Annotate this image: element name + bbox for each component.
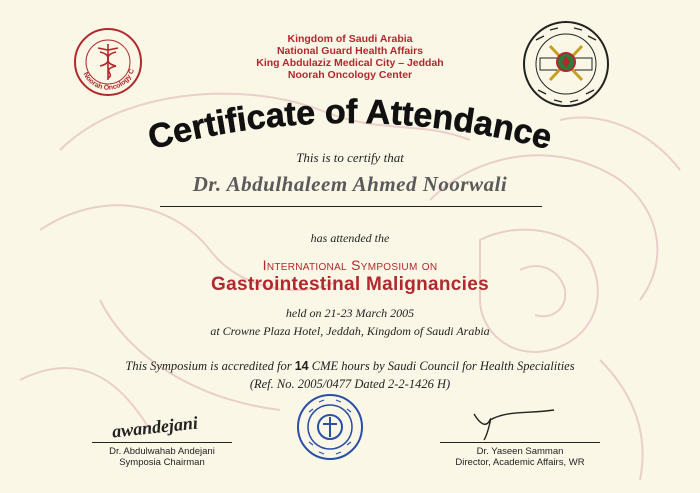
header-line-1: Kingdom of Saudi Arabia <box>287 33 413 45</box>
recipient-name: Dr. Abdulhaleem Ahmed Noorwali <box>192 172 508 196</box>
title-text: Certificate of Attendance <box>144 92 556 158</box>
cme-hours: 14 <box>294 359 309 373</box>
seal-icon <box>295 392 365 462</box>
left-signatory <box>72 446 252 468</box>
certify-line: This is to certify that <box>296 150 404 165</box>
left-signature-line <box>92 442 232 443</box>
header-line-4: Noorah Oncology Center <box>287 69 413 81</box>
header-line-2: National Guard Health Affairs <box>276 45 424 57</box>
institution-header <box>200 33 500 81</box>
accreditation-reference: (Ref. No. 2005/0477 Dated 2-2-1426 H) <box>249 377 451 391</box>
right-signatory-title: Director, Academic Affairs, WR <box>455 457 585 468</box>
symposium-heading: International Symposium on <box>262 257 438 273</box>
accreditation-after: CME hours by Saudi Council for Health Specialities <box>308 359 575 373</box>
event-dates: held on 21-23 March 2005 <box>285 306 415 320</box>
name-underline <box>160 206 542 207</box>
svg-text:Certificate of Attendance <box>144 93 555 157</box>
right-signature-line <box>440 442 600 443</box>
symposium-topic: Gastrointestinal Malignancies <box>211 274 489 295</box>
event-venue: at Crowne Plaza Hotel, Jeddah, Kingdom of Saudi Arabia <box>210 324 490 338</box>
header-line-3: King Abdulaziz Medical City – Jeddah <box>256 57 444 69</box>
left-signature: awandejani <box>111 412 199 442</box>
left-signatory-title: Symposia Chairman <box>119 457 205 468</box>
left-signatory-name: Dr. Abdulwahab Andejani <box>109 446 215 457</box>
right-signatory <box>430 446 610 468</box>
accreditation-line <box>0 359 700 374</box>
noorah-oncology-logo <box>72 26 144 98</box>
right-signatory-name: Dr. Yaseen Samman <box>476 446 564 457</box>
attended-line: has attended the <box>310 231 390 245</box>
left-logo-text: Noorah Oncology C <box>81 68 137 92</box>
center-seal <box>295 392 365 462</box>
accreditation-before: This Symposium is accredited for <box>125 359 295 373</box>
right-signature <box>468 404 558 444</box>
